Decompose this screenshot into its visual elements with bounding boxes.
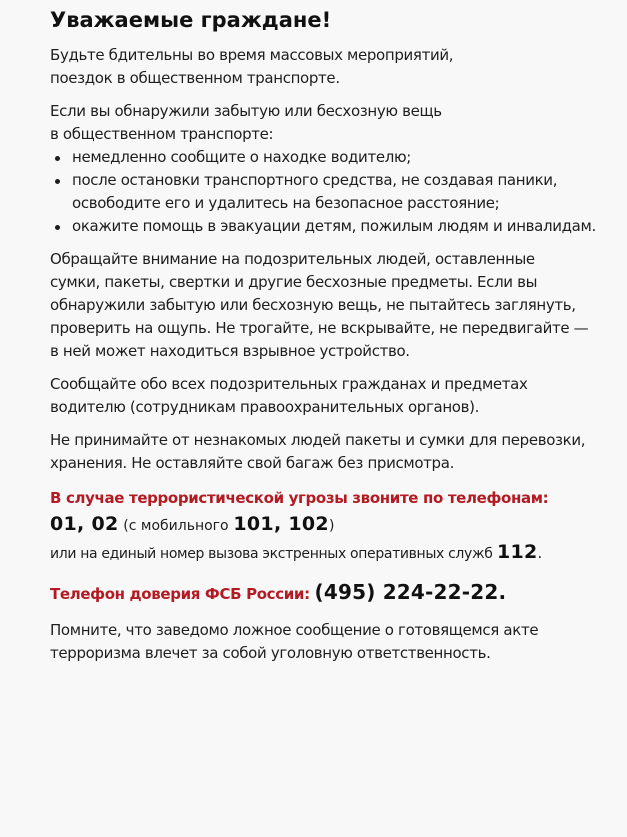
page-title: Уважаемые граждане!: [50, 8, 332, 32]
intro-paragraph: [50, 44, 597, 90]
report-line: водителю (сотрудникам правоохранительных органов).: [50, 398, 480, 416]
list-item: [50, 215, 597, 238]
packages-paragraph: [50, 429, 597, 475]
fsb-hotline: [50, 577, 597, 609]
report-paragraph: [50, 373, 597, 419]
report-line: Сообщайте обо всех подозрительных гражданах и предметах: [50, 375, 528, 393]
list-item-text: окажите помощь в эвакуации детям, пожилым людям и инвалидам.: [72, 217, 596, 235]
list-item: [50, 169, 597, 215]
emergency-dot: .: [537, 544, 542, 562]
intro-line: поездок в общественном транспорте.: [50, 69, 340, 87]
landline-numbers: 01, 02: [50, 513, 119, 535]
emergency-number: 112: [496, 541, 538, 563]
packages-line: Не принимайте от незнакомых людей пакеты и сумки для перевозки,: [50, 431, 586, 449]
attention-line: обнаружили забытую или бесхозную вещь, не пытайтесь заглянуть,: [50, 296, 576, 314]
emergency-line: [50, 539, 597, 567]
fsb-phone-number: (495) 224-22-22.: [314, 580, 507, 604]
list-item: [50, 146, 597, 169]
threat-phones: [50, 511, 597, 539]
closing-line: терроризма влечет за собой уголовную ответственность.: [50, 644, 491, 662]
instructions-list: [50, 146, 597, 238]
threat-heading: В случае террористической угрозы звоните по телефонам:: [50, 489, 549, 507]
mobile-note: (с мобильного: [123, 518, 229, 534]
mobile-note-close: ): [328, 518, 335, 534]
packages-line: хранения. Не оставляйте свой багаж без присмотра.: [50, 454, 454, 472]
mobile-numbers: 101, 102: [233, 513, 329, 535]
list-item-text: после остановки транспортного средства, не создавая паники,: [72, 171, 558, 189]
list-item-text: освободите его и удалитесь на безопасное расстояние;: [72, 194, 500, 212]
list-item-text: немедленно сообщите о находке водителю;: [72, 148, 411, 166]
attention-line: сумки, пакеты, свертки и другие бесхозные предметы. Если вы: [50, 273, 538, 291]
closing-line: Помните, что заведомо ложное сообщение о готовящемся акте: [50, 621, 539, 639]
emergency-text: или на единый номер вызова экстренных оперативных служб: [50, 546, 493, 562]
found-item-line: в общественном транспорте:: [50, 125, 274, 143]
attention-line: в ней может находиться взрывное устройство.: [50, 342, 410, 360]
fsb-label: Телефон доверия ФСБ России:: [50, 585, 310, 603]
closing-paragraph: [50, 619, 597, 665]
attention-line: Обращайте внимание на подозрительных людей, оставленные: [50, 250, 535, 268]
intro-line: Будьте бдительны во время массовых мероприятий,: [50, 46, 454, 64]
attention-line: проверить на ощупь. Не трогайте, не вскрывайте, не передвигайте —: [50, 319, 589, 337]
found-item-line: Если вы обнаружили забытую или бесхозную вещь: [50, 102, 442, 120]
attention-paragraph: [50, 248, 597, 363]
found-item-paragraph: [50, 100, 597, 146]
